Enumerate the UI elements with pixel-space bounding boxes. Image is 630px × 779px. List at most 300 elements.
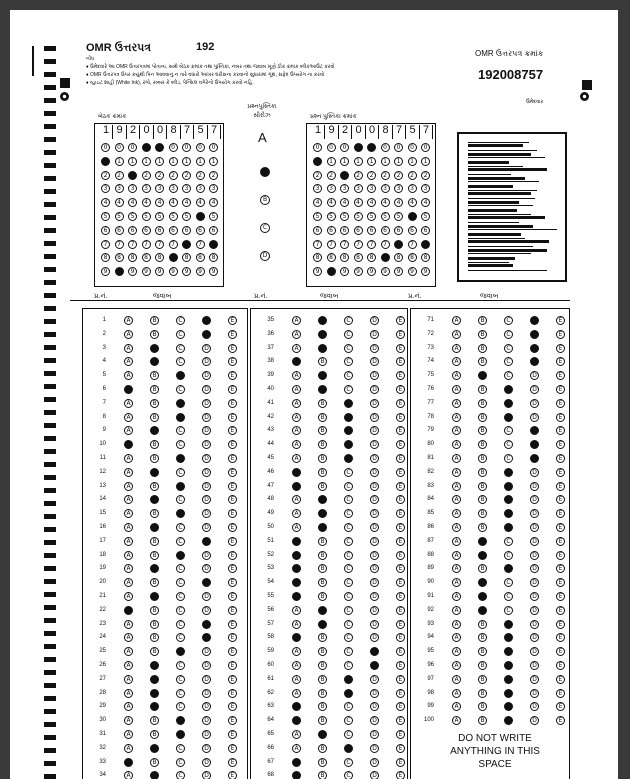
series-label: પ્રશ્નપુસ્તિકા સીરીઝ [247,104,277,119]
answer-bubble-b: B [150,399,159,408]
answer-bubble-e: E [556,440,565,449]
answer-bubble-d: D [202,426,211,435]
barcode-bar [468,192,531,195]
seat-bubble: 4 [196,198,205,207]
answer-bubble-c: C [344,689,353,698]
question-number: 12 [99,468,106,475]
seat-digit: 0 [154,125,167,139]
answer-bubble-c: C [344,385,353,394]
answer-bubble-b: B [150,316,159,325]
question-number: 35 [267,317,274,323]
answer-bubble-b: B [318,661,327,670]
answer-bubble-d: D [530,689,539,698]
timing-mark [44,514,56,519]
answer-bubble-a: A [124,744,133,753]
seat-digit: 2 [127,125,140,139]
answer-bubble-b: B [478,578,487,587]
booklet-bubble: 4 [327,198,336,207]
answer-bubble-c: C [504,357,513,366]
seat-bubble: 5 [196,212,205,221]
answer-bubble-d: D [530,330,539,339]
question-number: 31 [99,731,106,737]
question-number: 24 [99,634,106,641]
answer-bubble-d: D [370,758,379,767]
seat-bubble: 0 [115,143,124,152]
question-number: 88 [427,551,434,558]
answer-bubble-a: A [124,316,133,325]
answer-bubble-b: B [318,537,327,546]
barcode-bar [468,174,511,175]
booklet-bubble: 6 [340,226,349,235]
instruction-2: ♦ OMR ઉત્તરપત્ર ઉપર કયુંથી પિન આવવાનું ન તારે વધારો આખર ઘરીસના કરવાનો સુધારામાં ગૂંથ, સફેદ ઉપયોગ ના કરવો [86,72,325,78]
answer-bubble-c: C [504,385,513,394]
answer-bubble-b: B [318,578,327,587]
answer-bubble-a: A [124,399,133,408]
answer-bubble-c: C [176,495,185,504]
answer-bubble-c: C [344,537,353,546]
answer-bubble-a: A [124,564,133,573]
answer-bubble-c: C [176,330,185,339]
seat-number-label: બેઠક ક્રમાંક [98,114,127,120]
answer-bubble-c: C [176,316,185,325]
answer-bubble-c: C [504,675,513,684]
answer-bubble-d: D [530,716,539,725]
seat-bubble: 1 [182,157,191,166]
barcode-bar [468,150,537,151]
booklet-bubble: 4 [367,198,376,207]
question-number: 5 [102,372,106,379]
seat-bubble: 1 [209,157,218,166]
answer-bubble-e: E [396,689,405,698]
booklet-bubble: 7 [340,240,349,249]
answer-bubble-c: C [176,468,185,477]
seat-bubble: 0 [196,143,205,152]
answer-bubble-b: B [318,426,327,435]
answer-bubble-c: C [344,316,353,325]
answer-bubble-d: D [530,564,539,573]
answer-bubble-b: B [150,440,159,449]
answer-bubble-b: B [318,357,327,366]
timing-mark [44,410,56,415]
booklet-bubble: 2 [381,171,390,180]
question-number: 13 [99,482,106,489]
seat-bubble: 9 [128,267,137,276]
timing-mark [44,124,56,129]
answer-bubble-b: B [150,716,159,725]
seat-bubble: 3 [101,184,110,193]
answer-bubble-c: C [504,399,513,408]
sheet-number: 192008757 [478,67,544,82]
answer-bubble-c: C [344,675,353,684]
booklet-bubble: 2 [313,171,322,180]
answer-bubble-e: E [396,385,405,394]
answer-bubble-c: C [504,702,513,711]
barcode-bar [468,225,533,228]
answer-bubble-c: C [176,620,185,629]
answer-bubble-e: E [228,716,237,725]
answer-bubble-b: B [318,344,327,353]
answer-bubble-d: D [202,440,211,449]
booklet-bubble: 1 [354,157,363,166]
answer-bubble-b: B [478,413,487,422]
booklet-bubble: 6 [327,226,336,235]
answer-bubble-a: A [452,564,461,573]
booklet-bubble: 5 [394,212,403,221]
seat-bubble: 7 [182,240,191,249]
booklet-bubble: 5 [354,212,363,221]
answer-bubble-a: A [124,647,133,656]
answer-bubble-e: E [396,633,405,642]
seat-bubble: 6 [128,226,137,235]
booklet-bubble: 5 [313,212,322,221]
answer-bubble-c: C [504,661,513,670]
question-number: 75 [427,372,434,379]
seat-bubble: 0 [182,143,191,152]
seat-bubble: 0 [169,143,178,152]
booklet-bubble: 5 [408,212,417,221]
answer-bubble-b: B [478,426,487,435]
answer-bubble-e: E [228,399,237,408]
answer-bubble-a: A [292,758,301,767]
timing-mark [44,423,56,428]
seat-bubble: 7 [209,240,218,249]
answer-bubble-a: A [452,399,461,408]
answer-bubble-a: A [292,413,301,422]
timing-mark [44,696,56,701]
booklet-digit: 0 [366,125,379,139]
booklet-bubble: 6 [408,226,417,235]
answer-bubble-d: D [370,675,379,684]
answer-bubble-d: D [202,744,211,753]
seat-bubble: 7 [115,240,124,249]
booklet-bubble: 1 [408,157,417,166]
answer-bubble-e: E [228,440,237,449]
answer-bubble-d: D [370,509,379,518]
answer-bubble-d: D [202,675,211,684]
answer-bubble-b: B [150,661,159,670]
question-number: 85 [427,510,434,517]
answer-bubble-a: A [124,771,133,779]
seat-bubble: 6 [155,226,164,235]
answer-bubble-b: B [150,454,159,463]
booklet-bubble: 7 [313,240,322,249]
answer-bubble-a: A [452,468,461,477]
answer-bubble-b: B [150,482,159,491]
seat-bubble: 5 [142,212,151,221]
question-number: 100 [423,717,434,724]
booklet-digit: 1 [312,125,325,139]
answer-bubble-d: D [202,385,211,394]
answer-bubble-b: B [478,371,487,380]
question-number: 11 [99,455,106,461]
answer-bubble-b: B [478,454,487,463]
question-number: 23 [99,620,106,627]
answer-bubble-a: A [292,744,301,753]
answer-bubble-d: D [530,413,539,422]
answer-bubble-d: D [530,399,539,408]
answer-bubble-c: C [504,482,513,491]
timing-mark [44,137,56,142]
answer-bubble-b: B [318,468,327,477]
answer-bubble-a: A [124,716,133,725]
series-option-c: C [260,223,270,233]
answer-bubble-e: E [228,385,237,394]
question-number: 54 [267,579,274,586]
answer-bubble-e: E [396,744,405,753]
answer-bubble-c: C [504,509,513,518]
answer-bubble-c: C [504,592,513,601]
question-number: 78 [427,413,434,420]
seat-bubble: 2 [169,171,178,180]
answer-bubble-b: B [478,537,487,546]
seat-bubble: 7 [142,240,151,249]
answer-bubble-e: E [228,675,237,684]
question-number: 32 [99,744,106,751]
answer-bubble-a: A [452,440,461,449]
answer-bubble-c: C [344,661,353,670]
booklet-bubble: 7 [381,240,390,249]
question-number: 16 [99,524,106,530]
qno-header-2: પ્ર.નં. [254,293,268,300]
answer-bubble-b: B [318,744,327,753]
timing-mark [44,501,56,506]
seat-bubble: 8 [209,253,218,262]
answer-bubble-c: C [504,564,513,573]
seat-bubble: 0 [155,143,164,152]
answer-bubble-a: A [292,702,301,711]
answer-bubble-a: A [292,716,301,725]
answer-bubble-c: C [176,564,185,573]
answer-bubble-d: D [370,344,379,353]
seat-bubble: 2 [209,171,218,180]
barcode-bar [468,168,547,171]
answer-bubble-c: C [504,330,513,339]
answer-bubble-b: B [318,454,327,463]
answer-bubble-d: D [202,537,211,546]
answer-bubble-d: D [202,357,211,366]
answer-bubble-a: A [292,385,301,394]
answer-bubble-d: D [530,647,539,656]
answer-bubble-e: E [556,702,565,711]
answer-bubble-d: D [530,702,539,711]
answer-bubble-e: E [556,592,565,601]
answer-bubble-b: B [478,482,487,491]
barcode-bar [468,229,557,230]
barcode-bar [468,257,515,260]
booklet-bubble: 2 [408,171,417,180]
question-number: 79 [427,427,434,434]
answer-bubble-b: B [318,620,327,629]
answer-bubble-e: E [396,730,405,739]
answer-bubble-e: E [396,564,405,573]
booklet-bubble: 3 [381,184,390,193]
answer-bubble-e: E [396,413,405,422]
booklet-bubble: 1 [381,157,390,166]
question-number: 99 [427,703,434,710]
seat-bubble: 1 [101,157,110,166]
booklet-bubble: 2 [394,171,403,180]
question-number: 36 [267,330,274,337]
answer-header-3: જવાબ [480,293,499,300]
answer-bubble-e: E [556,578,565,587]
seat-bubble: 6 [169,226,178,235]
booklet-bubble: 3 [313,184,322,193]
answer-bubble-c: C [176,537,185,546]
answer-bubble-c: C [504,371,513,380]
booklet-bubble: 9 [381,267,390,276]
booklet-bubble: 9 [367,267,376,276]
answer-bubble-c: C [176,702,185,711]
answer-bubble-d: D [530,592,539,601]
answer-bubble-e: E [556,495,565,504]
answer-bubble-b: B [318,702,327,711]
answer-bubble-c: C [176,454,185,463]
booklet-bubble: 4 [381,198,390,207]
question-number: 63 [267,703,274,710]
timing-mark [44,644,56,649]
answer-bubble-b: B [478,633,487,642]
series-option-d: D [260,251,270,261]
answer-bubble-d: D [370,426,379,435]
question-number: 67 [267,758,274,765]
answer-bubble-a: A [292,399,301,408]
answer-bubble-d: D [530,551,539,560]
answer-bubble-e: E [228,620,237,629]
answer-bubble-e: E [396,523,405,532]
booklet-bubble: 3 [408,184,417,193]
answer-top-rule [70,300,570,301]
seat-bubble: 6 [115,226,124,235]
answer-bubble-e: E [556,620,565,629]
question-number: 95 [427,648,434,655]
corner-mark-right [582,80,592,90]
booklet-bubble: 9 [421,267,430,276]
answer-bubble-e: E [228,468,237,477]
question-number: 52 [267,551,274,558]
answer-bubble-a: A [452,330,461,339]
barcode-bar [468,190,537,191]
answer-bubble-e: E [396,482,405,491]
question-number: 81 [427,455,434,461]
answer-bubble-d: D [370,468,379,477]
answer-bubble-d: D [202,702,211,711]
omr-sheet [10,10,618,779]
answer-bubble-d: D [202,578,211,587]
answer-bubble-a: A [452,592,461,601]
answer-bubble-e: E [228,606,237,615]
answer-bubble-d: D [530,620,539,629]
answer-bubble-a: A [124,385,133,394]
question-number: 4 [102,358,106,365]
question-number: 8 [102,413,106,420]
answer-bubble-e: E [396,647,405,656]
answer-bubble-a: A [292,771,301,779]
answer-bubble-d: D [530,454,539,463]
answer-bubble-d: D [202,316,211,325]
timing-mark [44,293,56,298]
timing-mark [44,358,56,363]
answer-bubble-c: C [504,495,513,504]
series-option-b: B [260,195,270,205]
answer-bubble-b: B [318,551,327,560]
seat-bubble: 8 [182,253,191,262]
timing-mark [44,748,56,753]
timing-bar [32,46,34,76]
series-option-a: A [260,167,270,177]
seat-bubble: 3 [142,184,151,193]
answer-bubble-c: C [176,758,185,767]
answer-bubble-a: A [124,330,133,339]
answer-bubble-a: A [124,413,133,422]
question-number: 30 [99,717,106,724]
answer-bubble-d: D [370,716,379,725]
answer-bubble-c: C [504,440,513,449]
question-number: 15 [99,510,106,517]
seat-digit: 7 [181,125,194,139]
answer-bubble-c: C [504,413,513,422]
answer-bubble-a: A [292,730,301,739]
answer-bubble-b: B [478,592,487,601]
question-number: 38 [267,358,274,365]
answer-bubble-e: E [396,399,405,408]
booklet-bubble: 9 [394,267,403,276]
answer-bubble-c: C [504,689,513,698]
question-number: 97 [427,675,434,682]
question-number: 19 [99,565,106,572]
answer-bubble-c: C [504,344,513,353]
question-number: 83 [427,482,434,489]
booklet-bubble: 0 [394,143,403,152]
answer-bubble-b: B [150,426,159,435]
answer-bubble-b: B [318,592,327,601]
booklet-bubble: 8 [340,253,349,262]
answer-bubble-c: C [176,399,185,408]
answer-bubble-c: C [344,399,353,408]
answer-bubble-d: D [202,468,211,477]
answer-bubble-e: E [396,675,405,684]
answer-bubble-c: C [176,551,185,560]
answer-bubble-e: E [556,385,565,394]
answer-bubble-c: C [504,716,513,725]
booklet-bubble: 9 [408,267,417,276]
question-number: 48 [267,496,274,503]
answer-bubble-d: D [530,606,539,615]
question-number: 76 [427,386,434,392]
booklet-bubble: 3 [340,184,349,193]
question-number: 93 [427,620,434,627]
sheet-code: 192 [196,41,215,53]
answer-bubble-e: E [396,316,405,325]
booklet-digit: 8 [380,125,393,139]
answer-bubble-a: A [124,357,133,366]
answer-bubble-e: E [556,344,565,353]
answer-bubble-b: B [318,371,327,380]
answer-bubble-b: B [478,661,487,670]
barcode-bar [468,205,533,206]
booklet-bubble: 2 [367,171,376,180]
answer-bubble-e: E [556,399,565,408]
timing-mark [44,332,56,337]
question-number: 45 [267,455,274,461]
answer-bubble-c: C [344,357,353,366]
answer-bubble-a: A [124,495,133,504]
answer-bubble-c: C [344,482,353,491]
answer-bubble-a: A [292,523,301,532]
answer-bubble-e: E [228,661,237,670]
answer-bubble-b: B [478,385,487,394]
booklet-bubble: 6 [394,226,403,235]
timing-mark [44,72,56,77]
